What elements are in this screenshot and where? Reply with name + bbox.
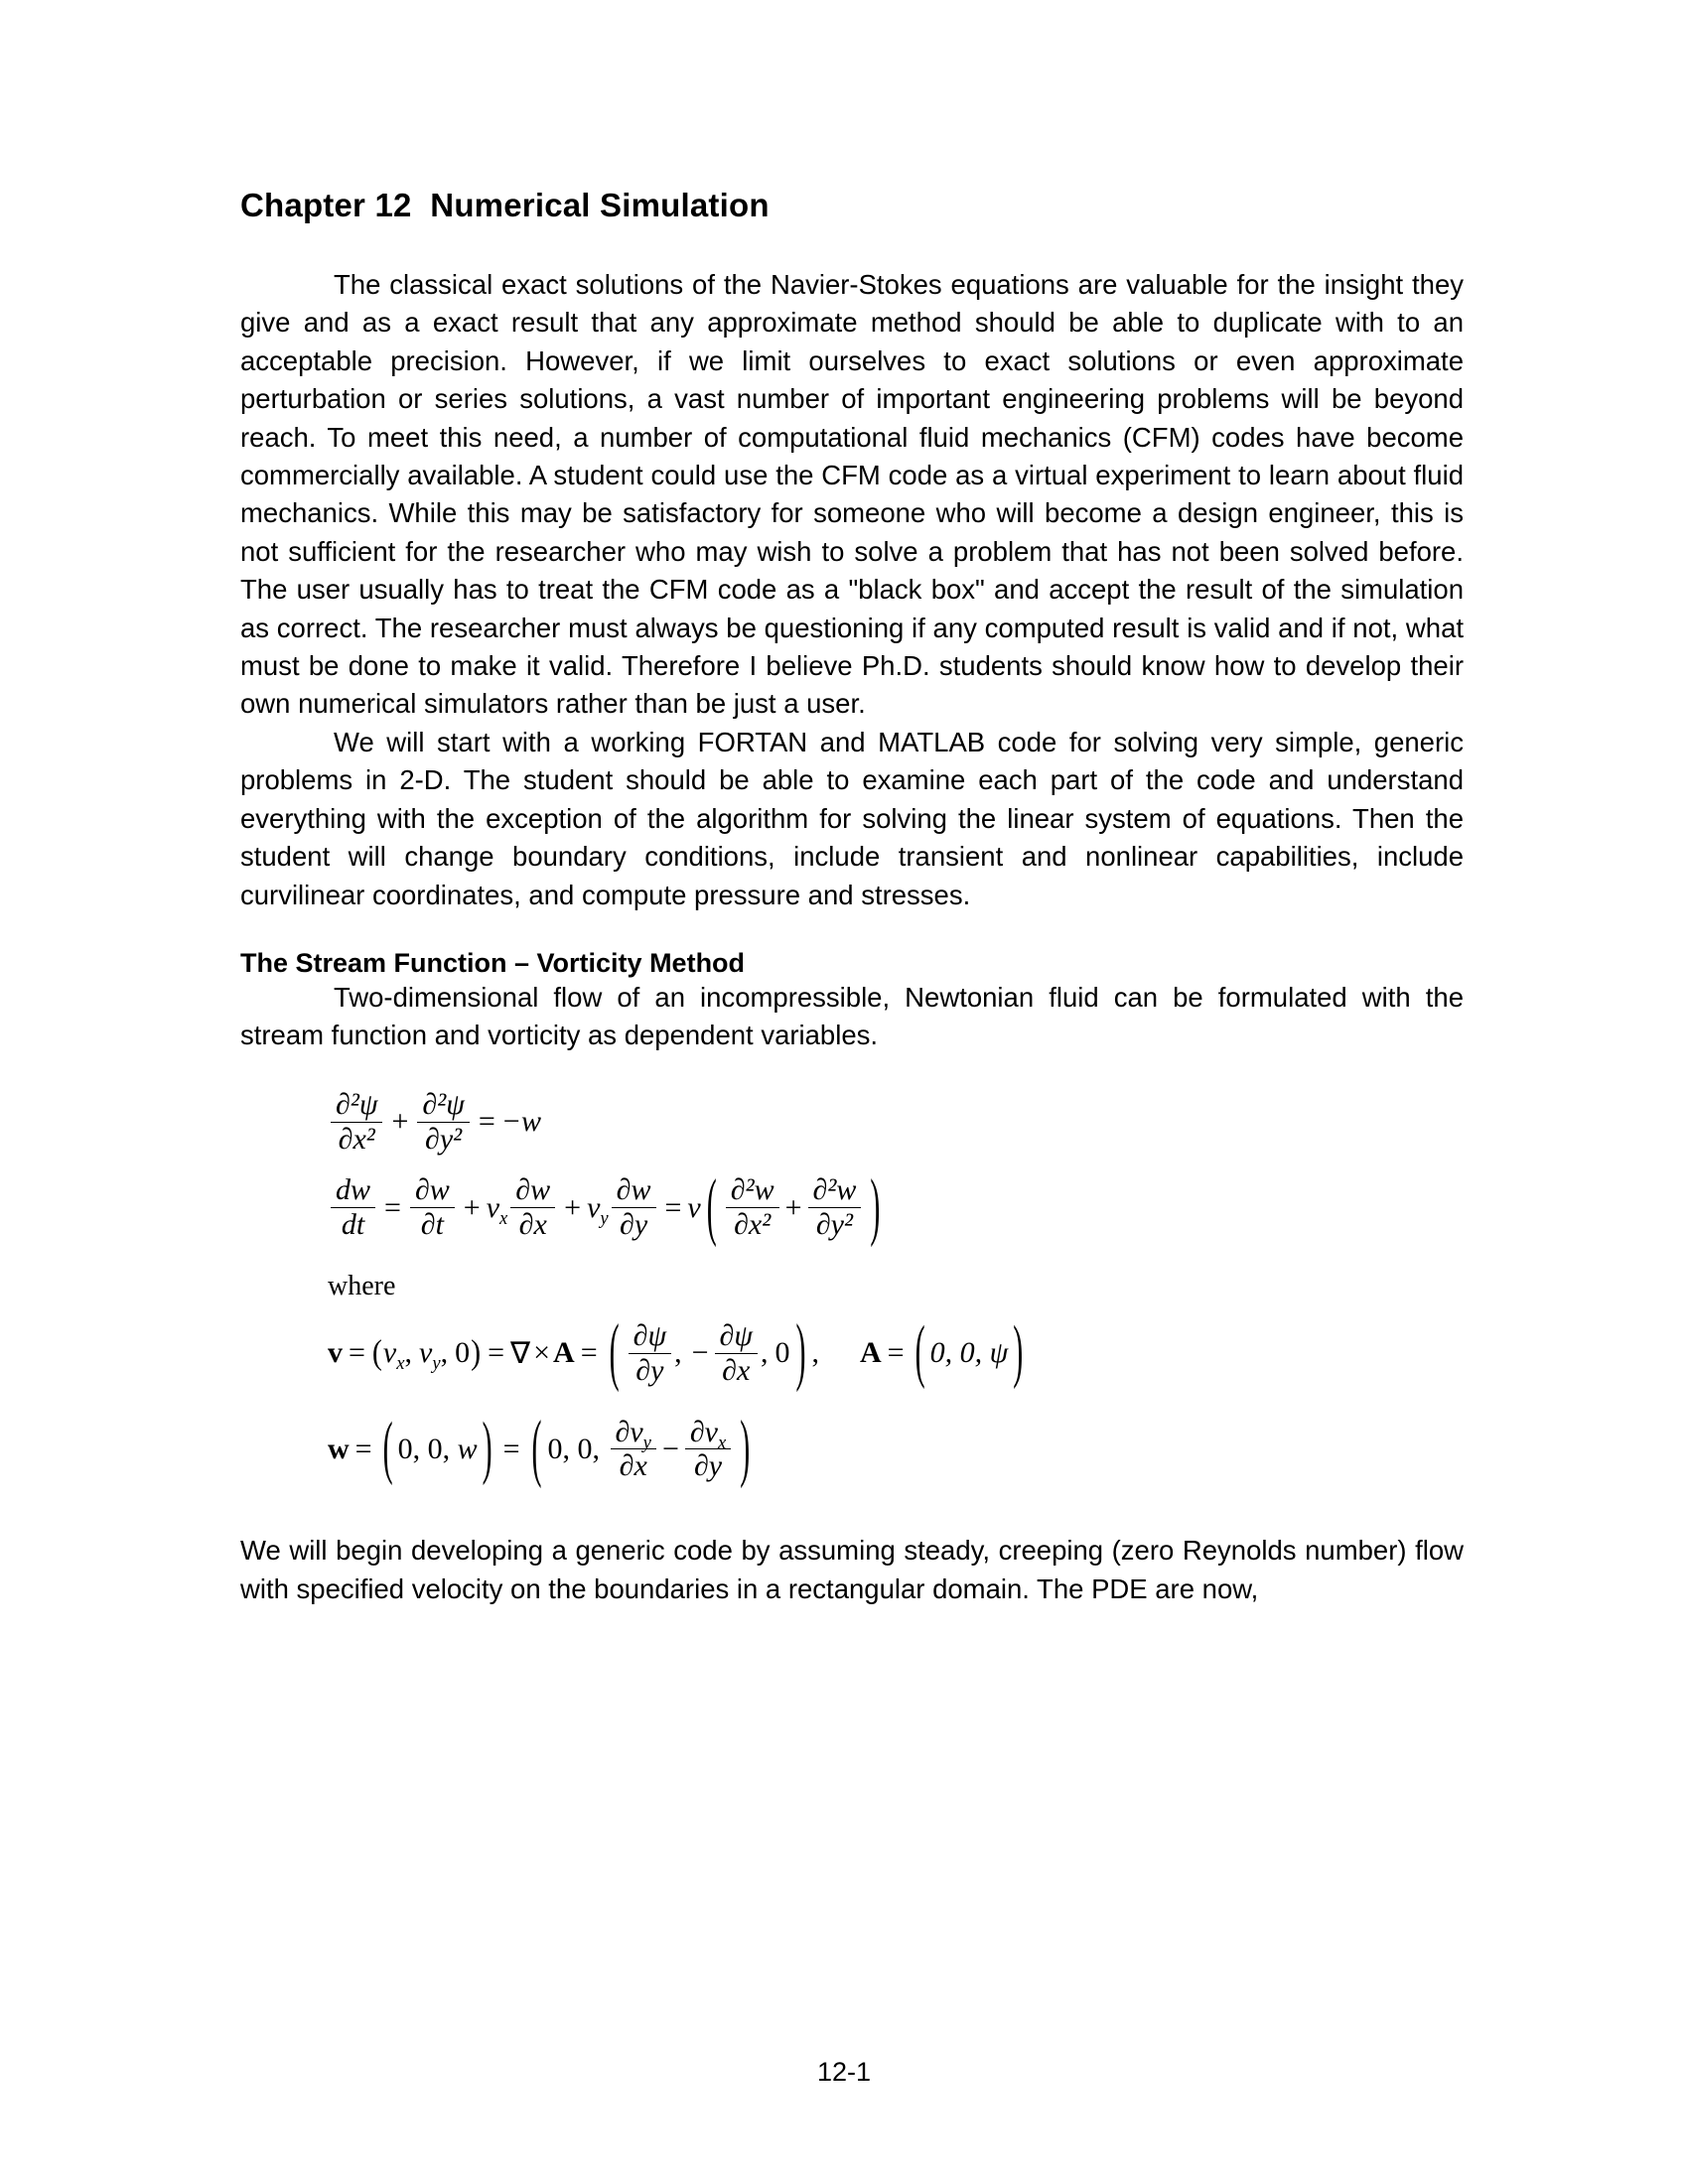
zero-component: 0 xyxy=(455,1336,471,1370)
page-content xyxy=(240,187,1464,1608)
right-paren: ) xyxy=(795,1309,806,1395)
fraction-d2psi-dx2: $\frac{\text{∂²ψ}}{\text{∂x²}}$ xyxy=(331,1089,382,1156)
equals-operator: = xyxy=(478,1105,495,1139)
vector-potential-symbol: A xyxy=(553,1336,575,1370)
plus-operator: + xyxy=(564,1190,582,1224)
fraction-dw-dy: $\frac{\partial w}{\partial y}$ xyxy=(612,1174,656,1241)
intro-paragraph-2: We will start with a working FORTAN and MATLAB code for solving very simple, generic problems in 2-D. The student should be able to examine each part of the code and understand everything with the exception of the algorithm for solving the linear system of equations. Then the student will change boundary conditions, include transient and nonlinear capabilities, include curvilinear coordinates, and compute pressure and stresses. xyxy=(240,726,1464,910)
velocity-vector-symbol: v xyxy=(328,1336,343,1370)
vector-potential-components: 0, 0, ψ xyxy=(929,1336,1009,1370)
comma: , xyxy=(811,1336,819,1370)
minus-operator: − xyxy=(661,1432,679,1465)
equation-vorticity-definition xyxy=(328,1406,1464,1490)
equals-operator: = xyxy=(384,1190,401,1224)
plus-operator: + xyxy=(784,1190,802,1224)
fraction-d2w-dx2: $\frac{\text{∂²w}}{\text{∂x²}}$ xyxy=(726,1174,779,1241)
equation-stream-function-poisson xyxy=(328,1089,1464,1156)
fraction-dw-dt-total: $\frac{dw}{dt}$ xyxy=(331,1174,375,1241)
fraction-dw-dx: $\frac{\partial w}{\partial x}$ xyxy=(510,1174,555,1241)
left-paren: ( xyxy=(371,1333,382,1373)
equals-operator: = xyxy=(502,1432,520,1465)
fraction-dpsi-dx: $\frac{\partial\psi}{\partial x}$ xyxy=(715,1320,758,1387)
fraction-d2psi-dy2: $\frac{\text{∂²ψ}}{\text{∂y²}}$ xyxy=(417,1089,469,1156)
right-paren: ) xyxy=(740,1406,751,1490)
velocity-y-symbol: $v_y$ xyxy=(587,1190,609,1229)
closing-paragraph: We will begin developing a generic code by assuming steady, creeping (zero Reynolds number) flow with specified velocity on the boundaries in a rectangular domain. The PDE are now, xyxy=(240,1535,1464,1604)
plus-operator: + xyxy=(463,1190,481,1224)
comma: , xyxy=(760,1336,769,1370)
equation-rhs: −w xyxy=(500,1105,542,1139)
block-spacer xyxy=(240,1502,1464,1532)
left-paren: ( xyxy=(531,1406,542,1490)
nabla-icon: ∇ xyxy=(510,1336,531,1370)
fraction-dw-dt-partial: $\frac{\partial w}{\partial t}$ xyxy=(410,1174,455,1241)
vorticity-vector-symbol: w xyxy=(328,1432,350,1465)
equation-vorticity-transport xyxy=(328,1164,1464,1249)
comma: , xyxy=(440,1336,449,1370)
where-label: where xyxy=(328,1270,396,1301)
equation-block xyxy=(240,1087,1464,1490)
fraction-dpsi-dy: $\frac{\partial\psi}{\partial y}$ xyxy=(629,1320,671,1387)
vorticity-zero-components: 0, 0, xyxy=(547,1432,601,1465)
right-paren: ) xyxy=(482,1409,492,1487)
plus-operator: + xyxy=(391,1105,409,1139)
left-paren: ( xyxy=(382,1409,393,1487)
velocity-x-symbol: $v_x$ xyxy=(486,1190,508,1229)
cross-product-operator: × xyxy=(533,1336,551,1370)
vorticity-zero-components: 0, 0, xyxy=(397,1432,451,1465)
zero-component: 0 xyxy=(774,1336,790,1370)
left-paren: ( xyxy=(914,1313,925,1391)
right-paren: ) xyxy=(471,1333,482,1373)
equals-operator: = xyxy=(488,1336,505,1370)
equation-velocity-curl xyxy=(328,1309,1464,1395)
left-paren: ( xyxy=(609,1309,620,1395)
fraction-dvy-dx: $\frac{\partial v_y}{\partial x}$ xyxy=(611,1417,656,1483)
right-paren: ) xyxy=(870,1164,881,1249)
equals-operator: = xyxy=(349,1336,365,1370)
page-number: 12-1 xyxy=(816,2057,872,2087)
right-paren: ) xyxy=(1013,1313,1024,1391)
fraction-d2w-dy2: $\frac{\text{∂²w}}{\text{∂y²}}$ xyxy=(808,1174,862,1241)
velocity-y-symbol: $v_y$ xyxy=(419,1336,441,1375)
comma: , xyxy=(404,1336,413,1370)
fraction-dvx-dy: $\frac{\partial v_x}{\partial y}$ xyxy=(685,1417,731,1483)
page-title: Chapter 12 Numerical Simulation xyxy=(240,187,770,223)
left-paren: ( xyxy=(706,1164,717,1249)
intro-paragraph-1: The classical exact solutions of the Navier-Stokes equations are valuable for the insight they give and as a exact result that any approximate method should be able to duplicate with to an acceptable precision. However, if we limit ourselves to exact solutions or even approximate perturbation or series solutions, a vast number of important engineering problems will be beyond reach. To meet this need, a number of computational fluid mechanics (CFM) codes have become commercially available. A student could use the CFM code as a virtual experiment to learn about fluid mechanics. While this may be satisfactory for someone who will become a design engineer, this is not sufficient for the researcher who may wish to solve a problem that has not been solved before. The user usually has to treat the CFM code as a "black box" and accept the result of the simulation as correct. The researcher must always be questioning if any computed result is valid and if not, what must be done to make it valid. Therefore I believe Ph.D. students should know how to develop their own numerical simulators rather than be just a user. xyxy=(240,269,1464,720)
vector-potential-symbol: A xyxy=(859,1336,882,1370)
comma: , xyxy=(674,1336,682,1370)
velocity-x-symbol: $v_x$ xyxy=(382,1336,405,1375)
section-heading-stream-function-vorticity: The Stream Function – Vorticity Method xyxy=(240,947,746,978)
equals-operator: = xyxy=(580,1336,598,1370)
equals-operator: = xyxy=(887,1336,905,1370)
minus-operator: − xyxy=(691,1336,709,1370)
equals-operator: = xyxy=(354,1432,372,1465)
section-paragraph: Two-dimensional flow of an incompressible, Newtonian fluid can be formulated with the stream function and vorticity as dependent variables. xyxy=(240,981,1464,1051)
vorticity-scalar-symbol: w xyxy=(457,1432,478,1465)
kinematic-viscosity-symbol: ν xyxy=(687,1190,701,1224)
equals-operator: = xyxy=(664,1190,682,1224)
